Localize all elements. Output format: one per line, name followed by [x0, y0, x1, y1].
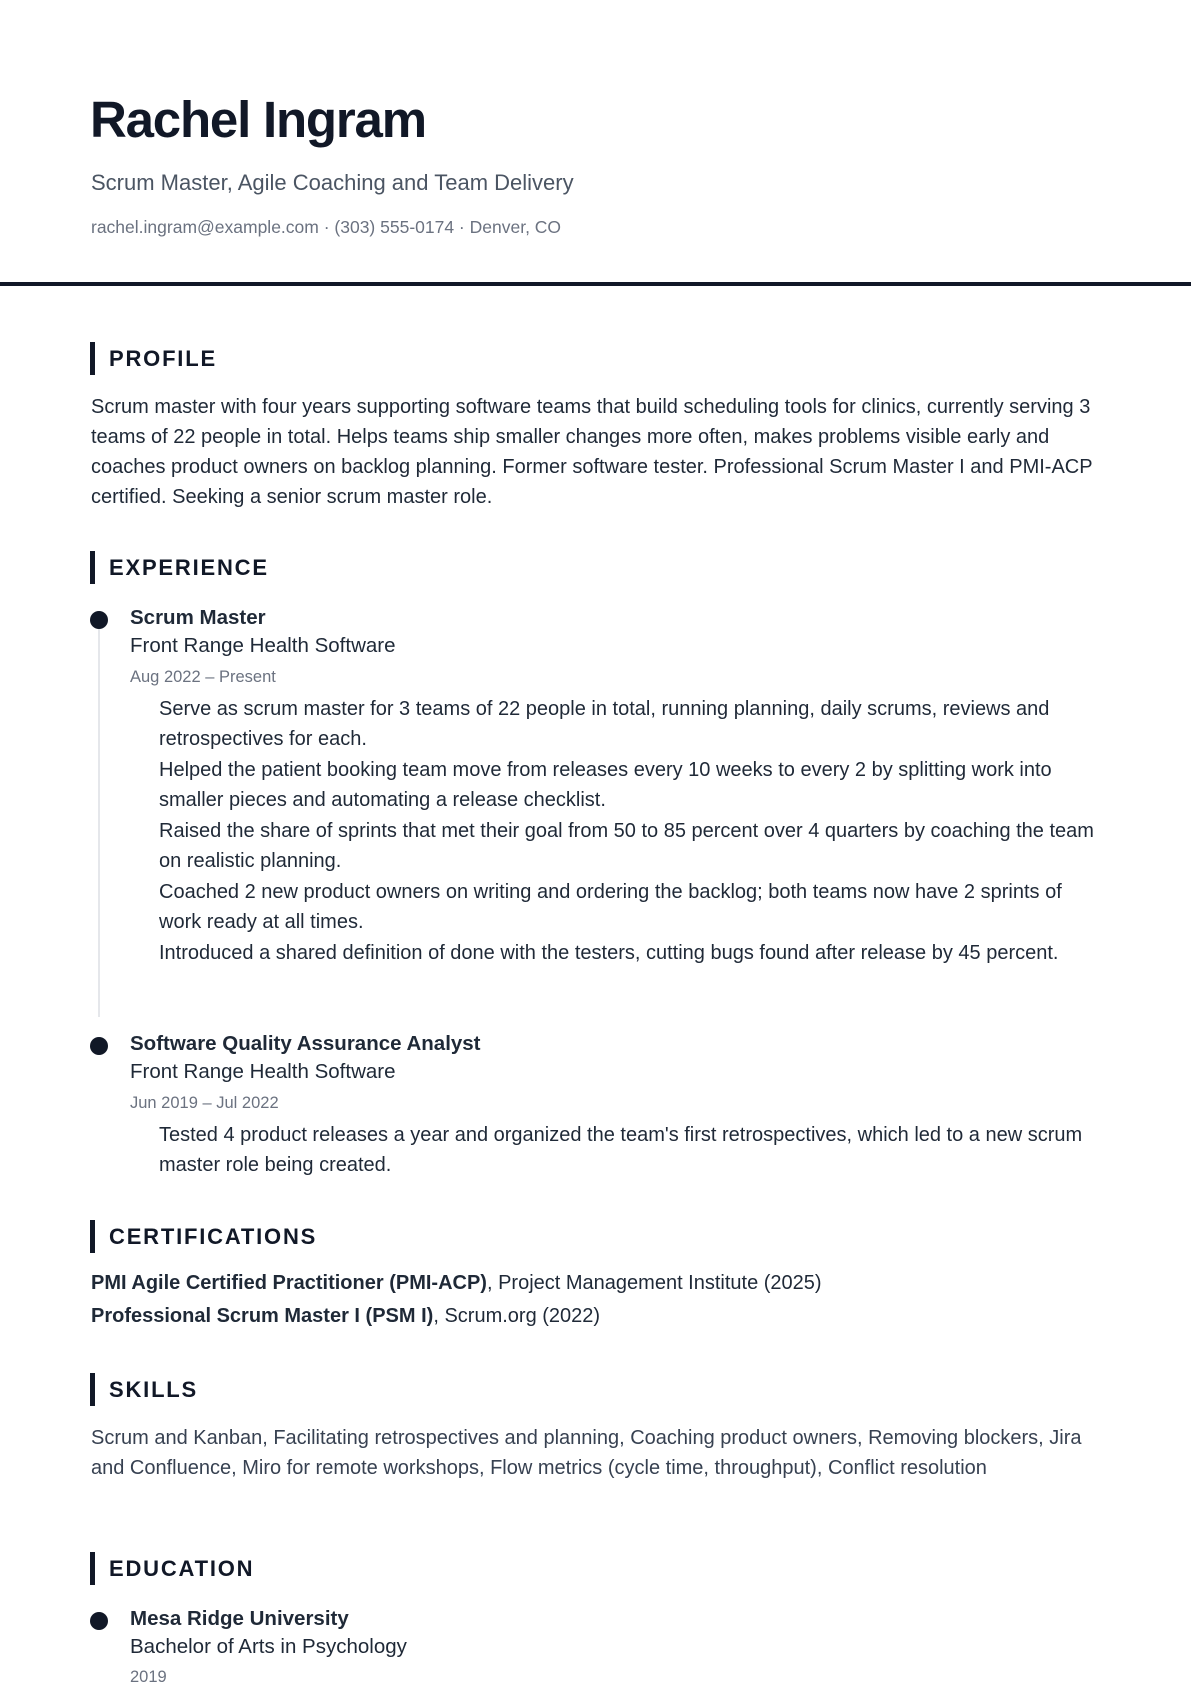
timeline-dot — [90, 611, 108, 629]
job-company: Front Range Health Software — [130, 1060, 396, 1083]
candidate-name: Rachel Ingram — [90, 91, 426, 148]
job-bullet: Coached 2 new product owners on writing and ordering the backlog; both teams now have 2 sprints of work ready at all times. — [159, 881, 1062, 933]
job-title: Software Quality Assurance Analyst — [130, 1032, 481, 1055]
section-heading-education: EDUCATION — [90, 1552, 254, 1585]
skills-list: Scrum and Kanban, Facilitating retrospectives and planning, Coaching product owners, Removing blockers, Jira and Confluence, Miro for remote workshops, Flow metrics (cycle time, throughput), Conflict resolution — [91, 1427, 1082, 1479]
contact-info: rachel.ingram@example.com · (303) 555-0174 · Denver, CO — [91, 217, 562, 237]
resume-header — [0, 0, 1191, 286]
certification-detail: , Scrum.org (2022) — [433, 1305, 601, 1327]
job-bullet: Serve as scrum master for 3 teams of 22 people in total, running planning, daily scrums, reviews and retrospectives for each. — [159, 698, 1050, 750]
section-heading-certifications: CERTIFICATIONS — [90, 1220, 317, 1253]
section-heading-profile: PROFILE — [90, 342, 217, 375]
certification-item — [91, 1305, 600, 1328]
job-bullet: Helped the patient booking team move from releases every 10 weeks to every 2 by splitting work into smaller pieces and automating a release checklist. — [159, 759, 1052, 811]
certification-name: Professional Scrum Master I (PSM I) — [91, 1305, 434, 1327]
experience-timeline — [98, 622, 100, 1017]
job-dates: Jun 2019 – Jul 2022 — [130, 1094, 279, 1112]
certification-item — [91, 1272, 822, 1295]
job-dates: Aug 2022 – Present — [130, 668, 276, 686]
job-bullet: Introduced a shared definition of done with the testers, cutting bugs found after release by 45 percent. — [159, 942, 1059, 964]
certification-name: PMI Agile Certified Practitioner (PMI-ACP) — [91, 1272, 487, 1294]
job-bullet: Raised the share of sprints that met their goal from 50 to 85 percent over 4 quarters by coaching the team on realistic planning. — [159, 820, 1094, 872]
timeline-dot — [90, 1037, 108, 1055]
section-heading-experience: EXPERIENCE — [90, 551, 269, 584]
education-school: Mesa Ridge University — [130, 1607, 349, 1630]
job-bullets — [159, 1120, 1099, 1181]
job-bullets — [159, 694, 1099, 969]
education-degree: Bachelor of Arts in Psychology — [130, 1635, 407, 1658]
section-heading-skills: SKILLS — [90, 1373, 198, 1406]
profile-summary: Scrum master with four years supporting software teams that build scheduling tools for clinics, currently serving 3 teams of 22 people in total. Helps teams ship smaller changes more often, makes problems visible early and coaches product owners on backlog planning. Former software tester. Professional Scrum Master I and PMI-ACP certified. Seeking a senior scrum master role. — [91, 396, 1093, 508]
job-bullet: Tested 4 product releases a year and organized the team's first retrospectives, which led to a new scrum master role being created. — [159, 1124, 1083, 1176]
candidate-headline: Scrum Master, Agile Coaching and Team Delivery — [91, 170, 574, 195]
timeline-dot — [90, 1612, 108, 1630]
job-company: Front Range Health Software — [130, 634, 396, 657]
certification-detail: , Project Management Institute (2025) — [486, 1272, 822, 1294]
education-year: 2019 — [130, 1668, 167, 1686]
job-title: Scrum Master — [130, 606, 266, 629]
